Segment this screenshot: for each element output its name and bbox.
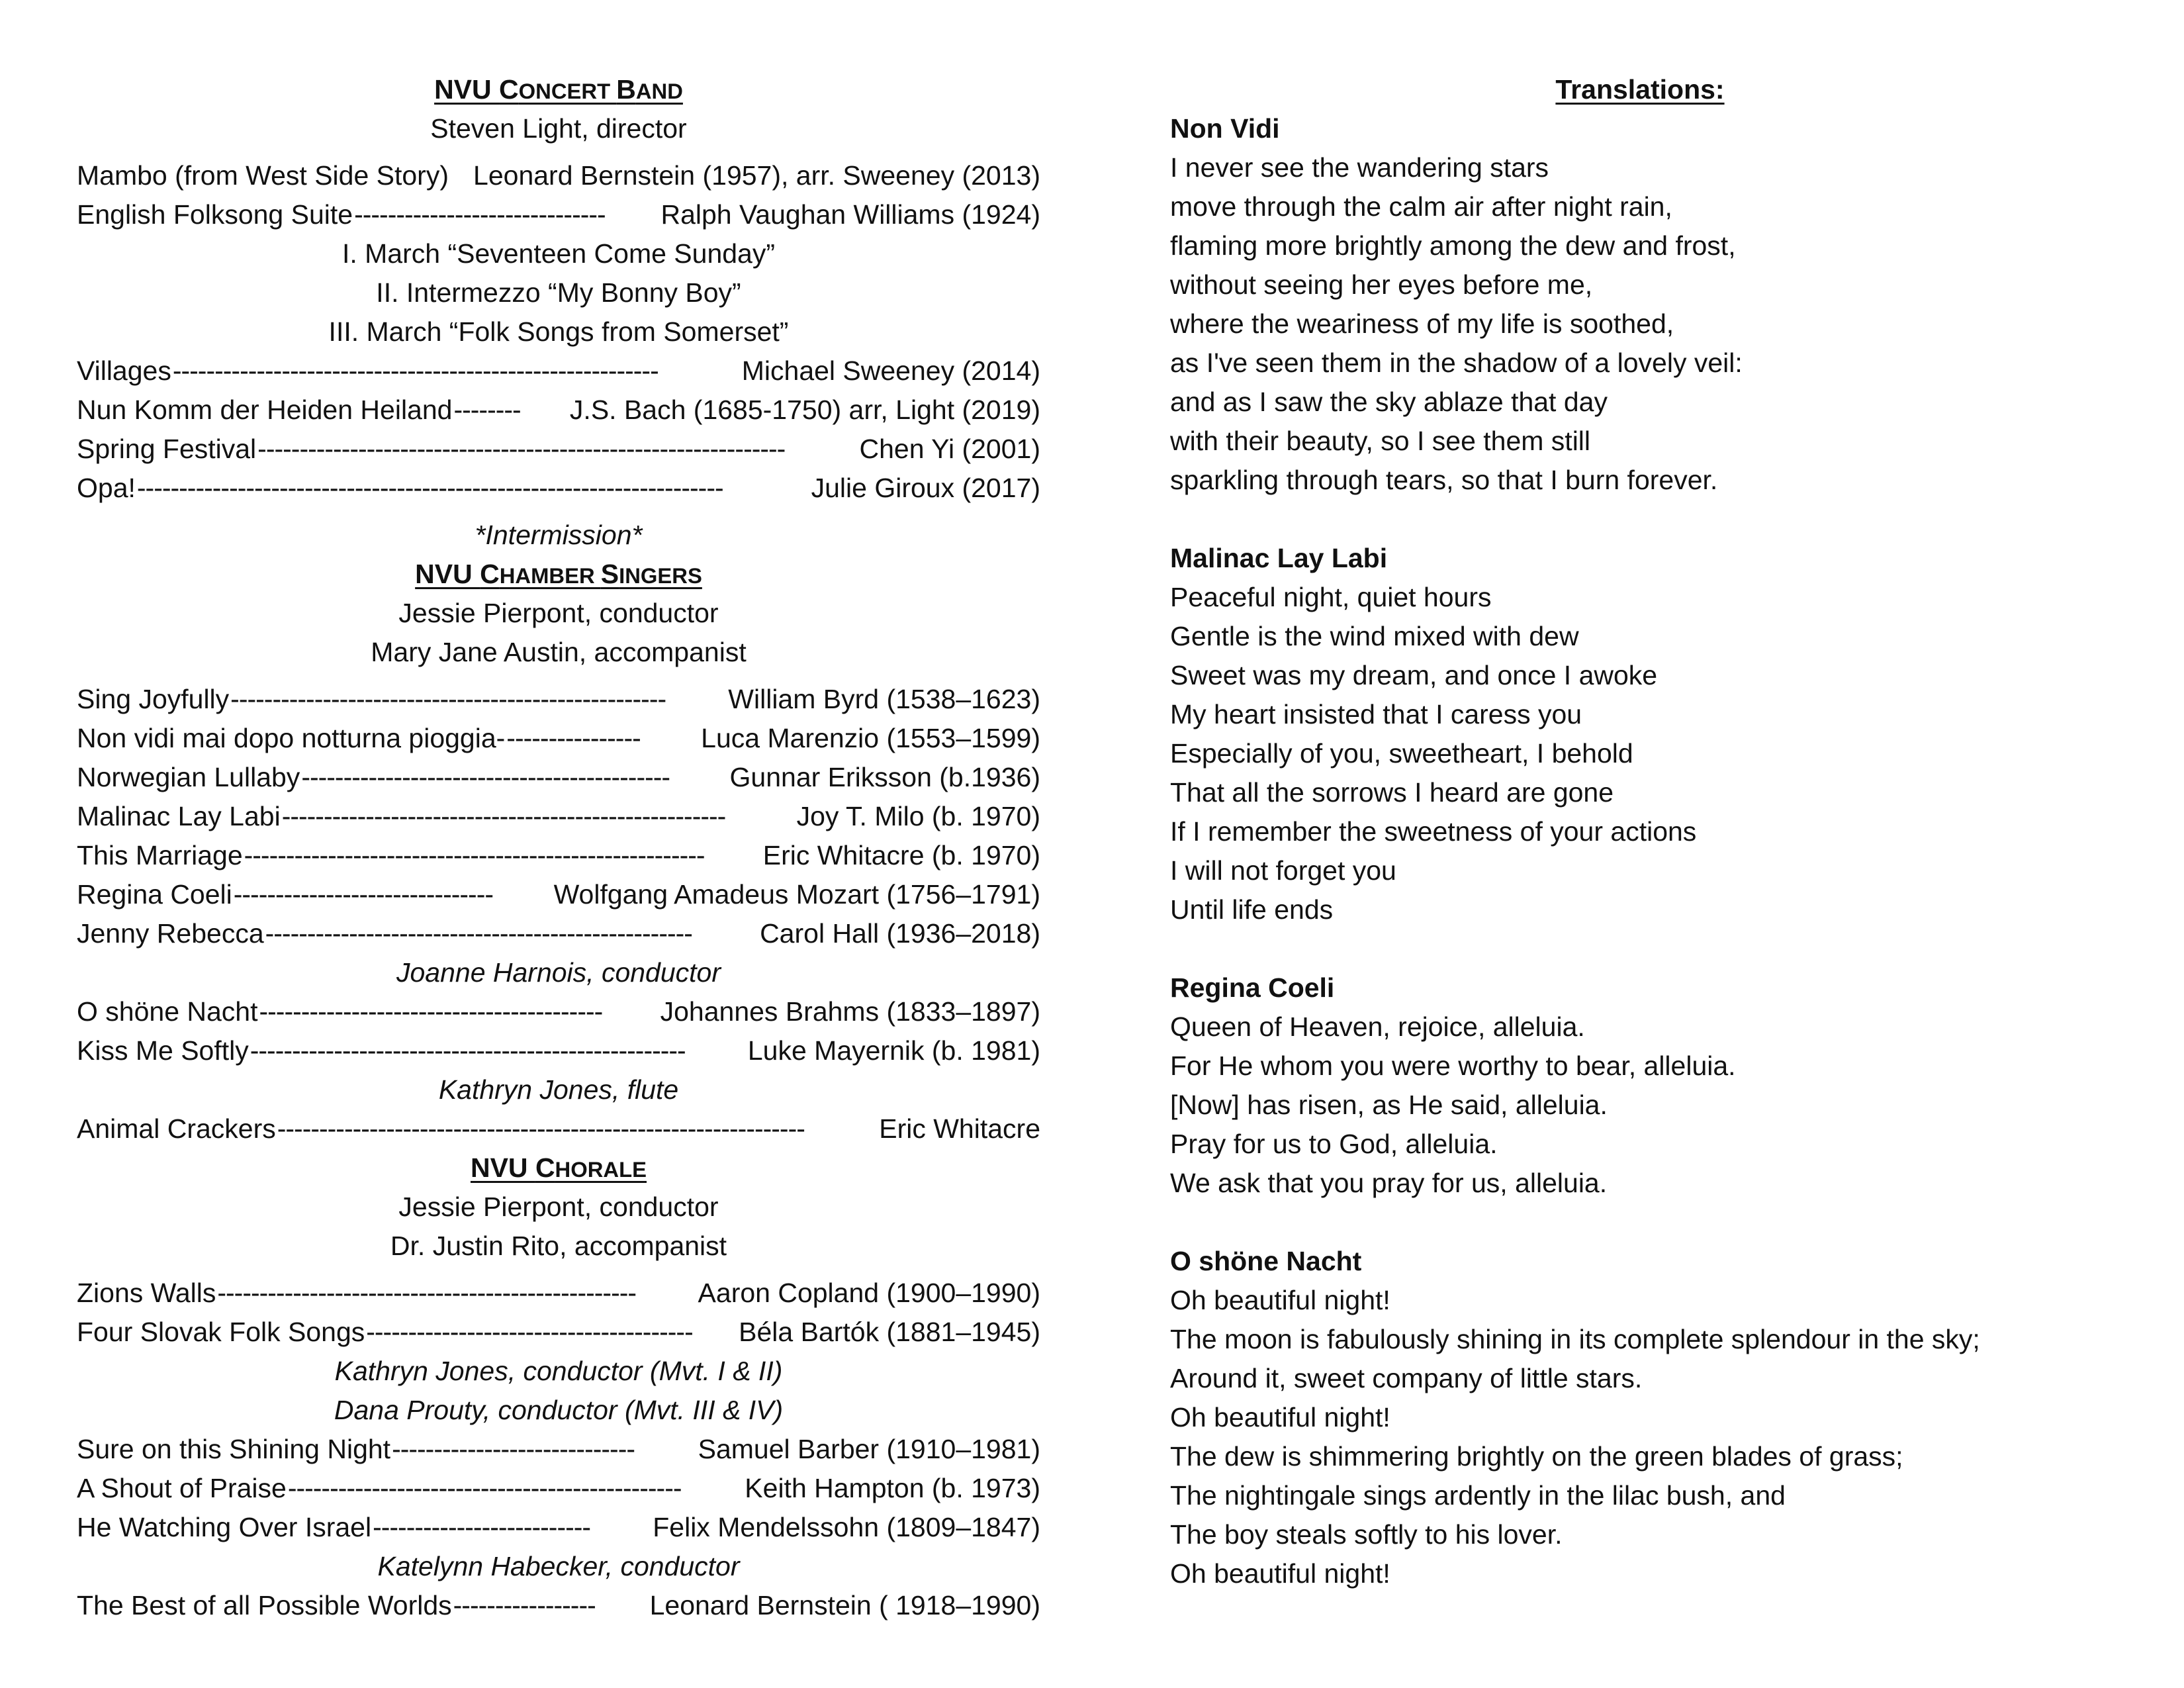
dash-leader: -----------------------------------------------------	[281, 801, 726, 831]
composer-credit: J.S. Bach (1685-1750) arr, Light (2019)	[569, 395, 1040, 425]
dash-leader: --------	[453, 395, 521, 425]
composer-credit: Carol Hall (1936–2018)	[760, 918, 1040, 949]
chorale-list-3	[77, 1586, 1040, 1625]
piece-title: Non vidi mai dopo notturna pioggia-	[77, 723, 506, 753]
piece-title: Animal Crackers	[77, 1113, 276, 1144]
translation-line: For He whom you were worthy to bear, alleluia.	[1170, 1051, 1736, 1081]
translations-title: Translations:	[1555, 74, 1725, 105]
program-row	[77, 1313, 1040, 1352]
translation-line: where the weariness of my life is soothed,	[1170, 308, 1674, 339]
movement-title: II. Intermezzo “My Bonny Boy”	[376, 277, 741, 308]
composer-credit: Béla Bartók (1881–1945)	[739, 1317, 1040, 1347]
chorale-sub-conductor-1: Kathryn Jones, conductor (Mvt. I & II)	[334, 1356, 783, 1386]
translation-line: If I remember the sweetness of your actions	[1170, 816, 1697, 847]
composer-credit: Michael Sweeney (2014)	[741, 355, 1040, 386]
program-row	[77, 195, 1040, 234]
composer-credit: Eric Whitacre (b. 1970)	[762, 840, 1040, 870]
dash-leader: ---------------------------------------	[366, 1317, 693, 1347]
piece-title: This Marriage	[77, 840, 243, 870]
dash-leader: --------------------------------------------------	[217, 1278, 637, 1308]
piece-title: Zions Walls	[77, 1278, 216, 1308]
program-row	[77, 1586, 1040, 1625]
piece-title: Kiss Me Softly	[77, 1035, 249, 1066]
translation-line: My heart insisted that I caress you	[1170, 699, 1582, 729]
translation-line: That all the sorrows I heard are gone	[1170, 777, 1614, 808]
piece-title: The Best of all Possible Worlds	[77, 1590, 452, 1620]
dash-leader: ----------------------------------------------------------	[172, 355, 659, 386]
composer-credit: Keith Hampton (b. 1973)	[745, 1473, 1040, 1503]
chamber-singers-accompanist: Mary Jane Austin, accompanist	[371, 637, 747, 667]
chamber-singers-list-3	[77, 1109, 1040, 1149]
piece-title: Villages	[77, 355, 171, 386]
translation-line: Oh beautiful night!	[1170, 1558, 1390, 1589]
concert-band-director: Steven Light, director	[430, 113, 687, 144]
composer-credit: Gunnar Eriksson (b.1936)	[729, 762, 1040, 792]
translation-line: The boy steals softly to his lover.	[1170, 1519, 1563, 1550]
piece-title: He Watching Over Israel	[77, 1512, 372, 1542]
concert-band-movements	[77, 234, 1040, 352]
piece-title: Mambo (from West Side Story)	[77, 160, 449, 191]
dash-leader: ---------------------------------------------------	[265, 918, 692, 949]
program-row	[77, 1031, 1040, 1070]
program-row	[77, 680, 1040, 719]
dash-leader: -----------------------------	[392, 1434, 635, 1464]
program-row	[77, 391, 1040, 430]
translation-line: and as I saw the sky ablaze that day	[1170, 387, 1608, 417]
translation-line: flaming more brightly among the dew and frost,	[1170, 230, 1736, 261]
translation-line: Queen of Heaven, rejoice, alleluia.	[1170, 1011, 1585, 1042]
translation-line: move through the calm air after night rain,	[1170, 191, 1672, 222]
movement-title: I. March “Seventeen Come Sunday”	[341, 238, 776, 269]
composer-credit: Julie Giroux (2017)	[811, 473, 1040, 503]
program-row	[77, 469, 1040, 508]
program-row	[77, 156, 1040, 195]
program-row	[77, 1430, 1040, 1469]
translation-line: Oh beautiful night!	[1170, 1402, 1390, 1432]
composer-credit: Ralph Vaughan Williams (1924)	[660, 199, 1040, 230]
program-column	[77, 70, 1040, 1625]
translation-block	[1170, 1242, 2110, 1593]
translation-line: The nightingale sings ardently in the lilac bush, and	[1170, 1480, 1786, 1511]
piece-title: A Shout of Praise	[77, 1473, 287, 1503]
dash-leader: ----------------	[506, 723, 641, 753]
chamber-sub-conductor: Joanne Harnois, conductor	[396, 957, 721, 988]
dash-leader: --------------------------	[373, 1512, 591, 1542]
chamber-singers-heading: NVU CHAMBER SINGERS	[415, 559, 702, 589]
dash-leader: -------------------------------------------------------	[244, 840, 705, 870]
translation-line: Peaceful night, quiet hours	[1170, 582, 1492, 612]
composer-credit: Luke Mayernik (b. 1981)	[747, 1035, 1040, 1066]
composer-credit: Chen Yi (2001)	[859, 434, 1040, 464]
translation-line: The moon is fabulously shining in its complete splendour in the sky;	[1170, 1324, 1980, 1354]
composer-credit: Johannes Brahms (1833–1897)	[660, 996, 1040, 1027]
translation-line: Especially of you, sweetheart, I behold	[1170, 738, 1633, 769]
dash-leader: ----------------------------------------------------	[230, 684, 666, 714]
translation-line: [Now] has risen, as He said, alleluia.	[1170, 1090, 1608, 1120]
translation-line: with their beauty, so I see them still	[1170, 426, 1591, 456]
chorale-sub-conductor-2: Dana Prouty, conductor (Mvt. III & IV)	[334, 1395, 784, 1425]
translation-line: Oh beautiful night!	[1170, 1285, 1390, 1315]
chorale-list-2	[77, 1430, 1040, 1547]
program-row	[77, 836, 1040, 875]
piece-title: Sure on this Shining Night	[77, 1434, 391, 1464]
dash-leader: -----------------	[453, 1590, 596, 1620]
dash-leader: -----------------------------------------	[259, 996, 603, 1027]
program-row	[77, 875, 1040, 914]
program-row	[77, 430, 1040, 469]
chorale-sub-conductor-3: Katelynn Habecker, conductor	[377, 1551, 740, 1581]
composer-credit: Joy T. Milo (b. 1970)	[796, 801, 1040, 831]
program-row	[77, 719, 1040, 758]
translation-line: I never see the wandering stars	[1170, 152, 1549, 183]
program-row	[77, 1109, 1040, 1149]
composer-credit: Leonard Bernstein ( 1918–1990)	[649, 1590, 1040, 1620]
composer-credit: Samuel Barber (1910–1981)	[698, 1434, 1040, 1464]
dash-leader: -------------------------------	[233, 879, 494, 910]
translation-line: Gentle is the wind mixed with dew	[1170, 621, 1579, 651]
translations-list	[1170, 109, 2110, 1593]
dash-leader: ---------------------------------------------------------------	[277, 1113, 805, 1144]
chorale-heading: NVU CHORALE	[470, 1152, 647, 1183]
dash-leader: --------------------------------------------	[301, 762, 670, 792]
program-row	[77, 1508, 1040, 1547]
program-row	[77, 914, 1040, 953]
piece-title: English Folksong Suite	[77, 199, 353, 230]
dash-leader: ---------------------------------------------------------------	[257, 434, 786, 464]
concert-band-list-2	[77, 352, 1040, 508]
chamber-singers-list-2	[77, 992, 1040, 1070]
piece-title: Four Slovak Folk Songs	[77, 1317, 365, 1347]
translation-line: Pray for us to God, alleluia.	[1170, 1129, 1498, 1159]
translation-line: as I've seen them in the shadow of a lovely veil:	[1170, 348, 1743, 378]
chamber-singers-list	[77, 680, 1040, 953]
dash-leader: -----------------------------------------------	[287, 1473, 682, 1503]
composer-credit: Eric Whitacre	[879, 1113, 1040, 1144]
piece-title: O shöne Nacht	[77, 996, 258, 1027]
dash-leader: ----------------------------------------------------	[250, 1035, 686, 1066]
translation-line: sparkling through tears, so that I burn forever.	[1170, 465, 1718, 495]
translation-line: without seeing her eyes before me,	[1170, 269, 1593, 300]
translation-line: Sweet was my dream, and once I awoke	[1170, 660, 1658, 690]
program-row	[77, 758, 1040, 797]
translation-title: O shöne Nacht	[1170, 1246, 1362, 1276]
program-row	[77, 992, 1040, 1031]
chamber-flute-credit: Kathryn Jones, flute	[438, 1074, 679, 1105]
piece-title: Sing Joyfully	[77, 684, 230, 714]
piece-title: Malinac Lay Labi	[77, 801, 281, 831]
translation-line: I will not forget you	[1170, 855, 1396, 886]
piece-title: Spring Festival	[77, 434, 257, 464]
translation-title: Non Vidi	[1170, 113, 1280, 144]
translation-block	[1170, 109, 2110, 500]
program-row	[77, 1469, 1040, 1508]
dash-leader: ----------------------------------------------------------------------	[136, 473, 723, 503]
chamber-singers-conductor: Jessie Pierpont, conductor	[398, 598, 719, 628]
concert-band-heading: NVU CONCERT BAND	[434, 74, 683, 105]
translation-block	[1170, 539, 2110, 929]
translations-column	[1170, 70, 2110, 1632]
translation-block	[1170, 968, 2110, 1203]
piece-title: Norwegian Lullaby	[77, 762, 300, 792]
composer-credit: Luca Marenzio (1553–1599)	[701, 723, 1040, 753]
composer-credit: Wolfgang Amadeus Mozart (1756–1791)	[553, 879, 1040, 910]
translation-line: Around it, sweet company of little stars.	[1170, 1363, 1643, 1393]
movement-title: III. March “Folk Songs from Somerset”	[328, 316, 789, 347]
composer-credit: William Byrd (1538–1623)	[728, 684, 1040, 714]
piece-title: Regina Coeli	[77, 879, 232, 910]
intermission-label: *Intermission*	[475, 520, 643, 550]
concert-band-list	[77, 156, 1040, 234]
composer-credit: Felix Mendelssohn (1809–1847)	[653, 1512, 1040, 1542]
piece-title: Nun Komm der Heiden Heiland	[77, 395, 453, 425]
composer-credit: Leonard Bernstein (1957), arr. Sweeney (2013)	[473, 160, 1040, 191]
translation-line: The dew is shimmering brightly on the green blades of grass;	[1170, 1441, 1903, 1472]
program-row	[77, 352, 1040, 391]
program-row	[77, 1274, 1040, 1313]
chorale-list	[77, 1274, 1040, 1352]
chorale-conductor: Jessie Pierpont, conductor	[398, 1192, 719, 1222]
translation-title: Regina Coeli	[1170, 972, 1335, 1003]
program-row	[77, 797, 1040, 836]
dash-leader: ------------------------------	[354, 199, 606, 230]
piece-title: Opa!	[77, 473, 136, 503]
piece-title: Jenny Rebecca	[77, 918, 264, 949]
chorale-accompanist: Dr. Justin Rito, accompanist	[390, 1231, 727, 1261]
translation-title: Malinac Lay Labi	[1170, 543, 1388, 573]
translation-line: We ask that you pray for us, alleluia.	[1170, 1168, 1608, 1198]
composer-credit: Aaron Copland (1900–1990)	[698, 1278, 1040, 1308]
translation-line: Until life ends	[1170, 894, 1334, 925]
